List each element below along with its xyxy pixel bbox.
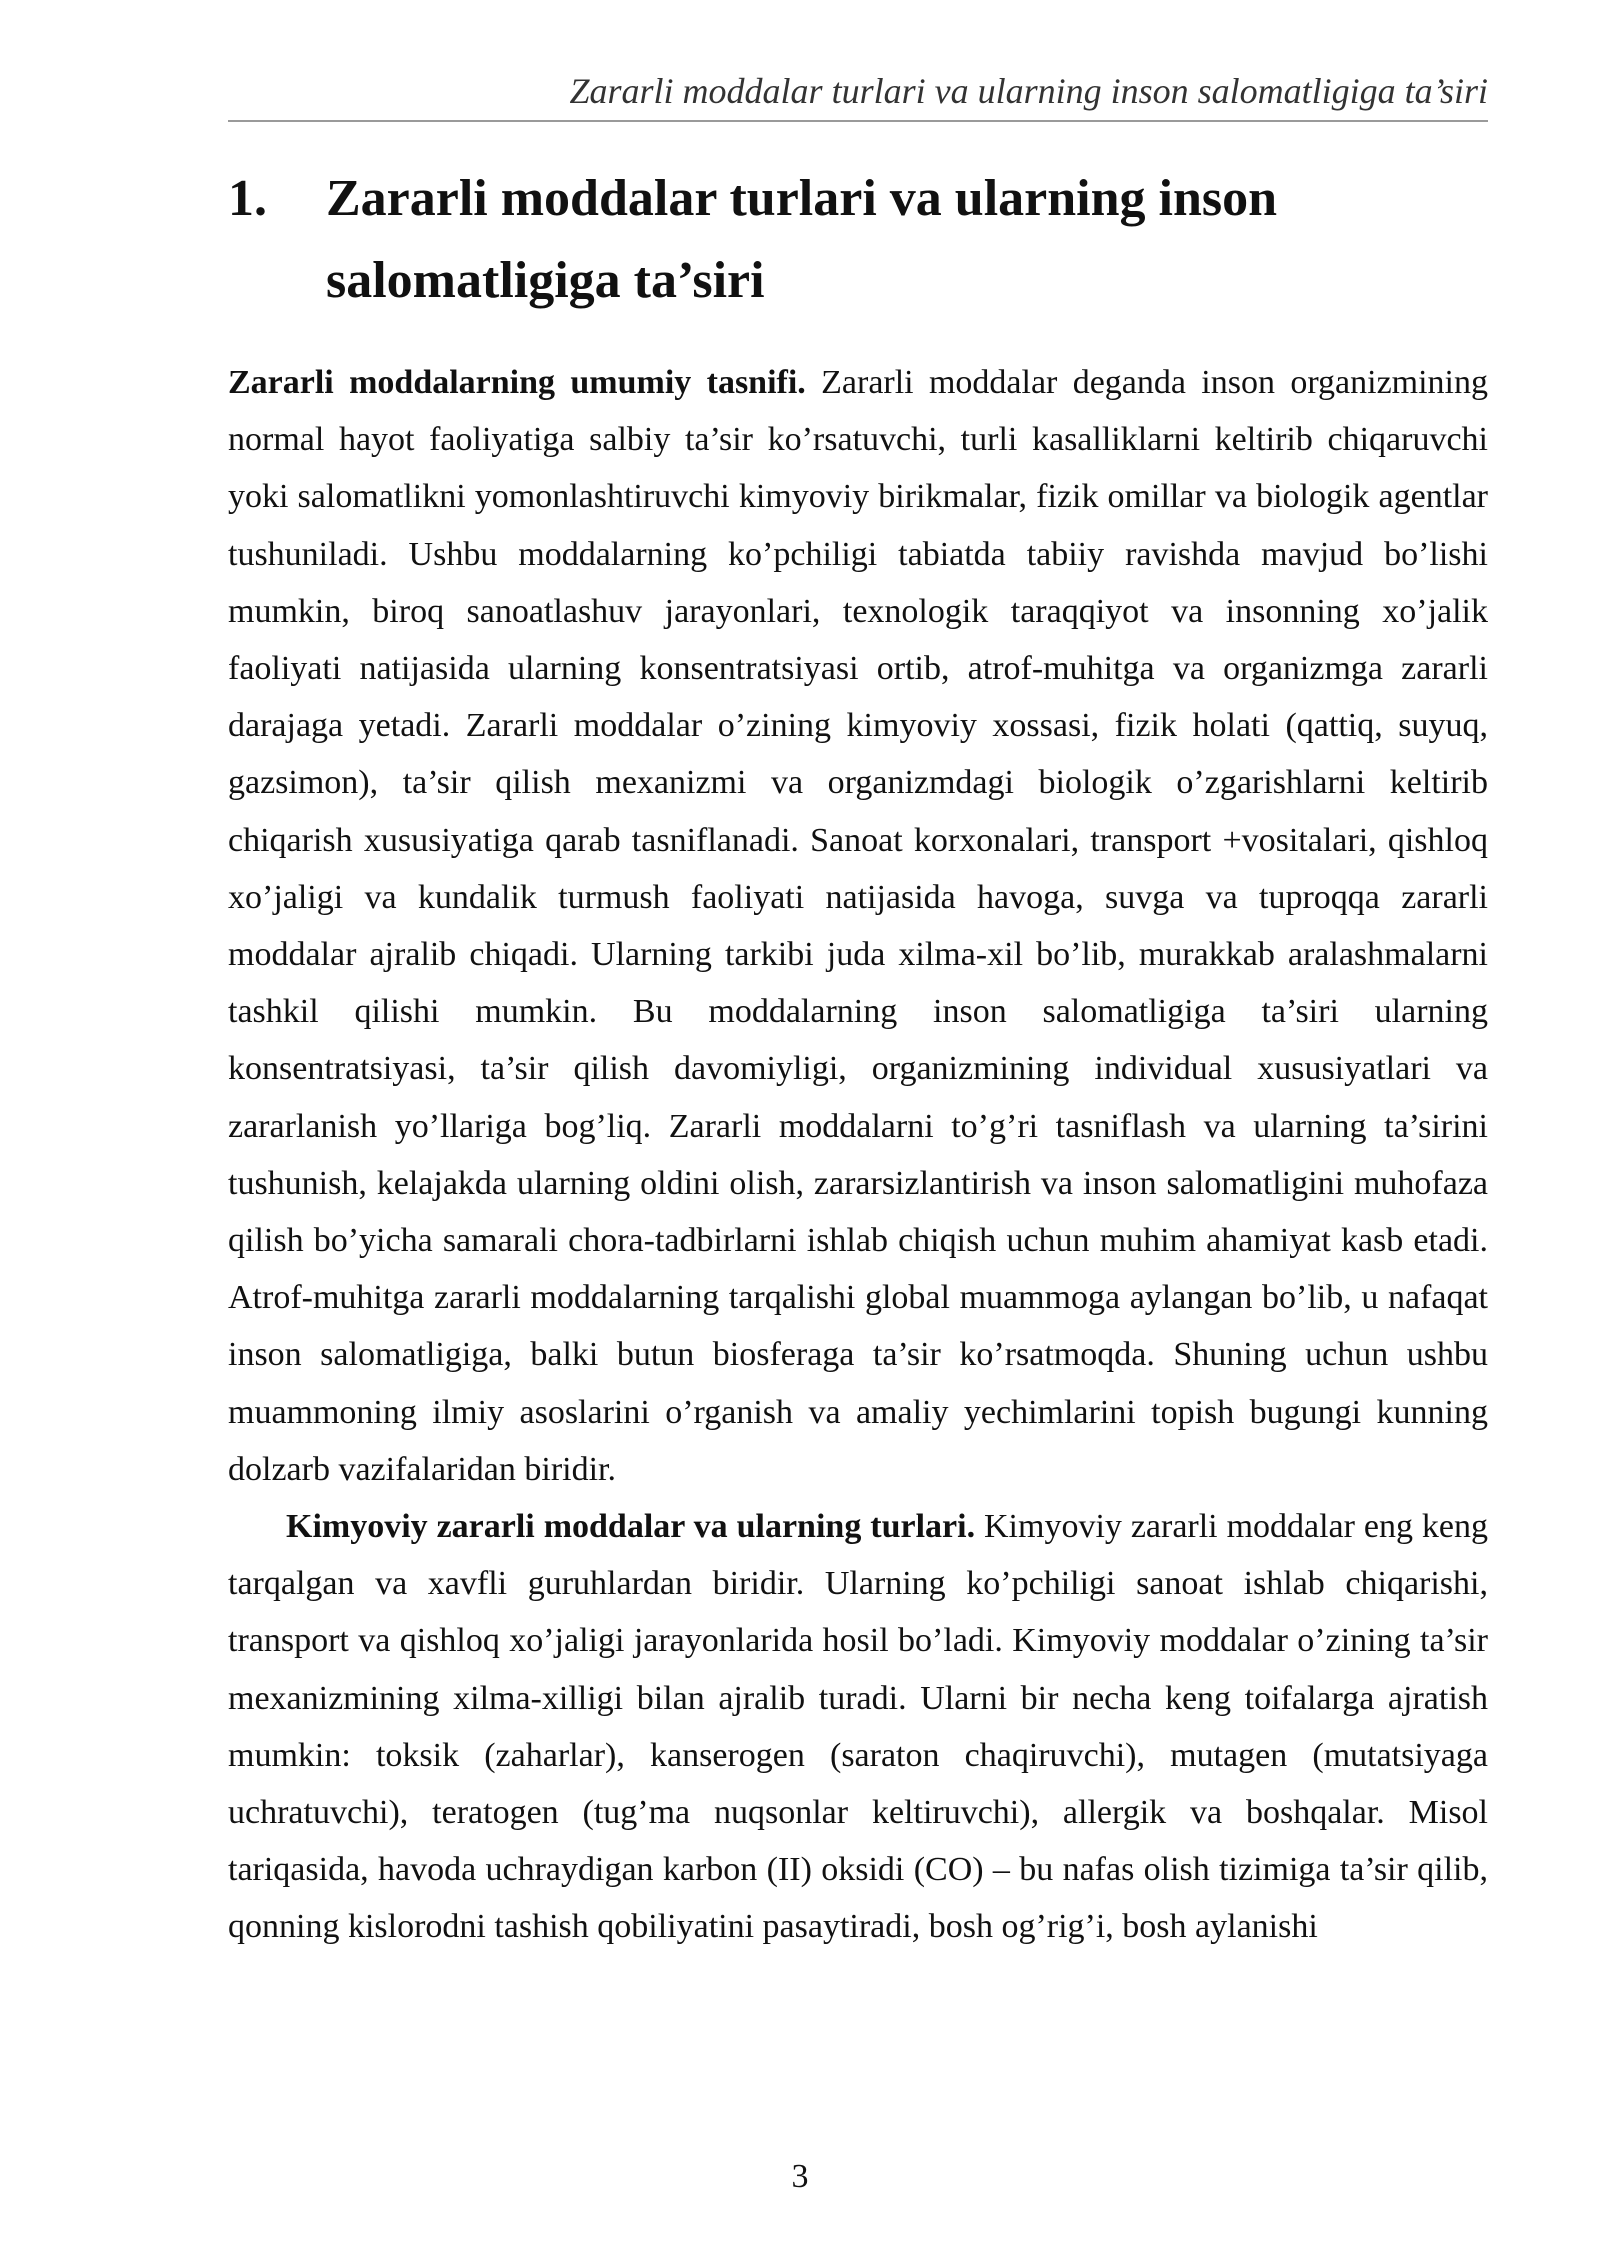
paragraph-text: Zararli moddalar deganda inson organizmining normal hayot faoliyatiga salbiy ta’sir ko’rsatuvchi, turli kasalliklarni keltirib chiqaruvchi yoki salomatlikni yomonlashtiruvchi kimyoviy birikmalar, fizik omillar va biologik agentlar tushuniladi. Ushbu moddalarning ko’pchiligi tabiatda tabiiy ravishda mavjud bo’lishi mumkin, biroq sanoatlashuv jarayonlari, texnologik taraqqiyot va insonning xo’jalik faoliyati natijasida ularning konsentratsiyasi ortib, atrof-muhitga va organizmga zararli darajaga yetadi. Zararli moddalar o’zining kimyoviy xossasi, fizik holati (qattiq, suyuq, gazsimon), ta’sir qilish mexanizmi va organizmdagi biologik o’zgarishlarni keltirib chiqarish xususiyatiga qarab tasniflanadi. Sanoat korxonalari, transport +vositalari, qishloq xo’jaligi va kundalik turmush faoliyati natijasida havoga, suvga va tuproqqa zararli moddalar ajralib chiqadi. Ularning tarkibi juda xilma-xil bo’lib, murakkab aralashmalarni tashkil qilishi mumkin. Bu moddalarning inson salomatligiga ta’siri ularning konsentratsiyasi, ta’sir qilish davomiyligi, organizmining individual xususiyatlari va zararlanish yo’llariga bog’liq. Zararli moddalarni to’g’ri tasniflash va ularning ta’sirini tushunish, kelajakda ularning oldini olish, zararsizlantirish va inson salomatligini muhofaza qilish bo’yicha samarali chora-tadbirlarni ishlab chiqish uchun muhim ahamiyat kasb etadi. Atrof-muhitga zararli moddalarning tarqalishi global muammoga aylangan bo’lib, u nafaqat inson salomatligiga, balki butun biosferaga ta’sir ko’rsatmoqda. Shuning uchun ushbu muammoning ilmiy asoslarini o’rganish va amaliy yechimlarini topish bugungi kunning dolzarb vazifalaridan biridir. (228, 364, 1489, 1488)
chapter-heading (228, 158, 1488, 322)
chapter-number: 1. (228, 170, 267, 227)
header-rule (228, 120, 1488, 122)
paragraph-general-classification (228, 354, 1488, 1498)
page-number: 3 (791, 2158, 809, 2195)
paragraph-text: Kimyoviy zararli moddalar eng keng tarqalgan va xavfli guruhlardan biridir. Ularning ko’pchiligi sanoat ishlab chiqarishi, transport va qishloq xo’jaligi jarayonlarida hosil bo’ladi. Kimyoviy moddalar o’zining ta’sir mexanizmining xilma-xilligi bilan ajralib turadi. Ularni bir necha keng toifalarga ajratish mumkin: toksik (zaharlar), kanserogen (saraton chaqiruvchi), mutagen (mutatsiyaga uchratuvchi), teratogen (tug’ma nuqsonlar keltiruvchi), allergik va boshqalar. Misol tariqasida, havoda uchraydigan karbon (II) oksidi (CO) – bu nafas olish tizimiga ta’sir qilib, qonning kislorodni tashish qobiliyatini pasaytiradi, bosh og’rig’i, bosh aylanishi (228, 1508, 1489, 1946)
paragraph-heading: Zararli moddalarning umumiy tasnifi. (228, 364, 806, 401)
paragraph-heading: Kimyoviy zararli moddalar va ularning turlari. (286, 1508, 976, 1546)
body-text (228, 354, 1488, 1956)
chapter-title: Zararli moddalar turlari va ularning inson salomatligiga ta’siri (326, 170, 1278, 309)
running-header: Zararli moddalar turlari va ularning inson salomatligiga ta’siri (569, 71, 1488, 111)
paragraph-chemical-substances (228, 1498, 1488, 1956)
